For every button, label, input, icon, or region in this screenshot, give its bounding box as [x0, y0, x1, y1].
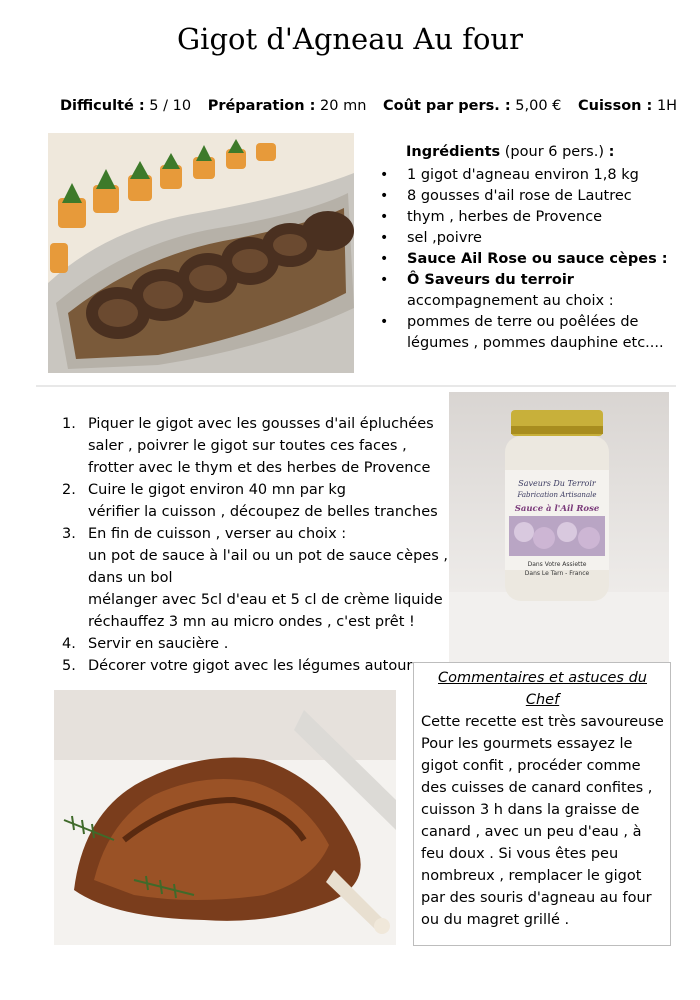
section-divider — [36, 385, 676, 387]
step-line: saler , poivrer le gigot sur toutes ces faces , — [88, 438, 407, 454]
prep-value: 20 mn — [320, 98, 367, 114]
ingredient-item — [378, 207, 678, 228]
ingredient-item — [378, 270, 678, 312]
ingredient-text: thym , herbes de Provence — [407, 209, 603, 225]
step-number: 2. — [62, 482, 76, 498]
step-number: 1. — [62, 416, 76, 432]
recipe-info-bar — [60, 98, 677, 114]
step-line: frotter avec le thym et des herbes de Provence — [88, 460, 431, 476]
step-line: Décorer votre gigot avec les légumes autour — [88, 658, 413, 674]
step-line: réchauffez 3 mn au micro ondes , c'est prêt ! — [88, 614, 415, 630]
step-line: un pot de sauce à l'ail ou un pot de sauce cèpes , — [88, 548, 448, 564]
chef-tips-box — [413, 662, 671, 946]
prep-label: Préparation : — [207, 98, 316, 114]
jar-label-line2: Fabrication Artisanale — [517, 491, 597, 499]
cost-label: Coût par pers. : — [383, 98, 511, 114]
step-number: 5. — [62, 658, 76, 674]
cook-label: Cuisson : — [578, 98, 653, 114]
jar-label-line4: Dans Votre Assiette — [527, 561, 587, 568]
ingredient-text: sel ,poivre — [407, 230, 482, 246]
ingredient-text: 8 gousses d'ail rose de Lautrec — [407, 188, 632, 204]
step-line: Cuire le gigot environ 40 mn par kg — [88, 482, 346, 498]
ingredient-item — [378, 165, 678, 186]
ingredient-item — [378, 249, 678, 270]
ingredients-heading-colon: : — [608, 144, 615, 160]
ingredient-text: Sauce Ail Rose ou sauce cèpes : — [407, 251, 668, 267]
step-number: 4. — [62, 636, 76, 652]
chef-tips-text: Cette recette est très savoureuse Pour les gourmets essayez le gigot confit , procéder comme des cuisses de canard confites , cuisson 3 h dans la graisse de canard , avec un peu d'eau , à feu doux . Si vous êtes peu nombreux , remplacer le gigot par des souris d'agneau au four ou du magret grillé . — [421, 714, 664, 928]
sauce-jar-photo — [449, 392, 669, 662]
steps-list — [62, 413, 448, 677]
ingredient-item — [378, 312, 678, 354]
roasted-leg-photo — [54, 690, 396, 945]
rolled-lamb-photo — [48, 133, 354, 373]
ingredient-text: pommes de terre ou poêlées de légumes , pommes dauphine etc.... — [407, 314, 664, 351]
difficulty-label: Difficulté : — [60, 98, 145, 114]
ingredients-servings: (pour 6 pers.) — [504, 144, 604, 160]
cost-value: 5,00 € — [515, 98, 562, 114]
step-line: mélanger avec 5cl d'eau et 5 cl de crème liquide — [88, 592, 443, 608]
step-line: Piquer le gigot avec les gousses d'ail épluchées — [88, 416, 434, 432]
ingredient-subtext: accompagnement au choix : — [407, 293, 614, 309]
jar-label-line5: Dans Le Tarn - France — [524, 570, 590, 577]
ingredient-text: 1 gigot d'agneau environ 1,8 kg — [407, 167, 639, 183]
step-line: dans un bol — [88, 570, 173, 586]
jar-label-line3: Sauce à l'Ail Rose — [514, 504, 600, 514]
ingredients-heading — [378, 142, 678, 163]
page-title: Gigot d'Agneau Au four — [177, 22, 523, 56]
step-line: Servir en saucière . — [88, 636, 229, 652]
step-item — [62, 413, 448, 479]
chef-tips-title: Commentaires et astuces du Chef — [438, 670, 647, 708]
ingredient-item — [378, 228, 678, 249]
ingredients-block — [378, 142, 678, 354]
step-line: En fin de cuisson , verser au choix : — [88, 526, 347, 542]
cook-value: 1H — [656, 98, 678, 114]
difficulty-value: 5 / 10 — [149, 98, 192, 114]
ingredient-item — [378, 186, 678, 207]
ingredient-text: Ô Saveurs du terroir — [407, 272, 574, 288]
step-item — [62, 655, 448, 677]
ingredients-heading-label: Ingrédients — [406, 144, 501, 160]
jar-label-line1: Saveurs Du Terroir — [518, 479, 596, 488]
step-item — [62, 523, 448, 633]
step-item — [62, 479, 448, 523]
ingredients-list — [378, 165, 678, 354]
step-item — [62, 633, 448, 655]
step-number: 3. — [62, 526, 76, 542]
step-line: vérifier la cuisson , découpez de belles tranches — [88, 504, 438, 520]
steps-block — [62, 413, 448, 677]
